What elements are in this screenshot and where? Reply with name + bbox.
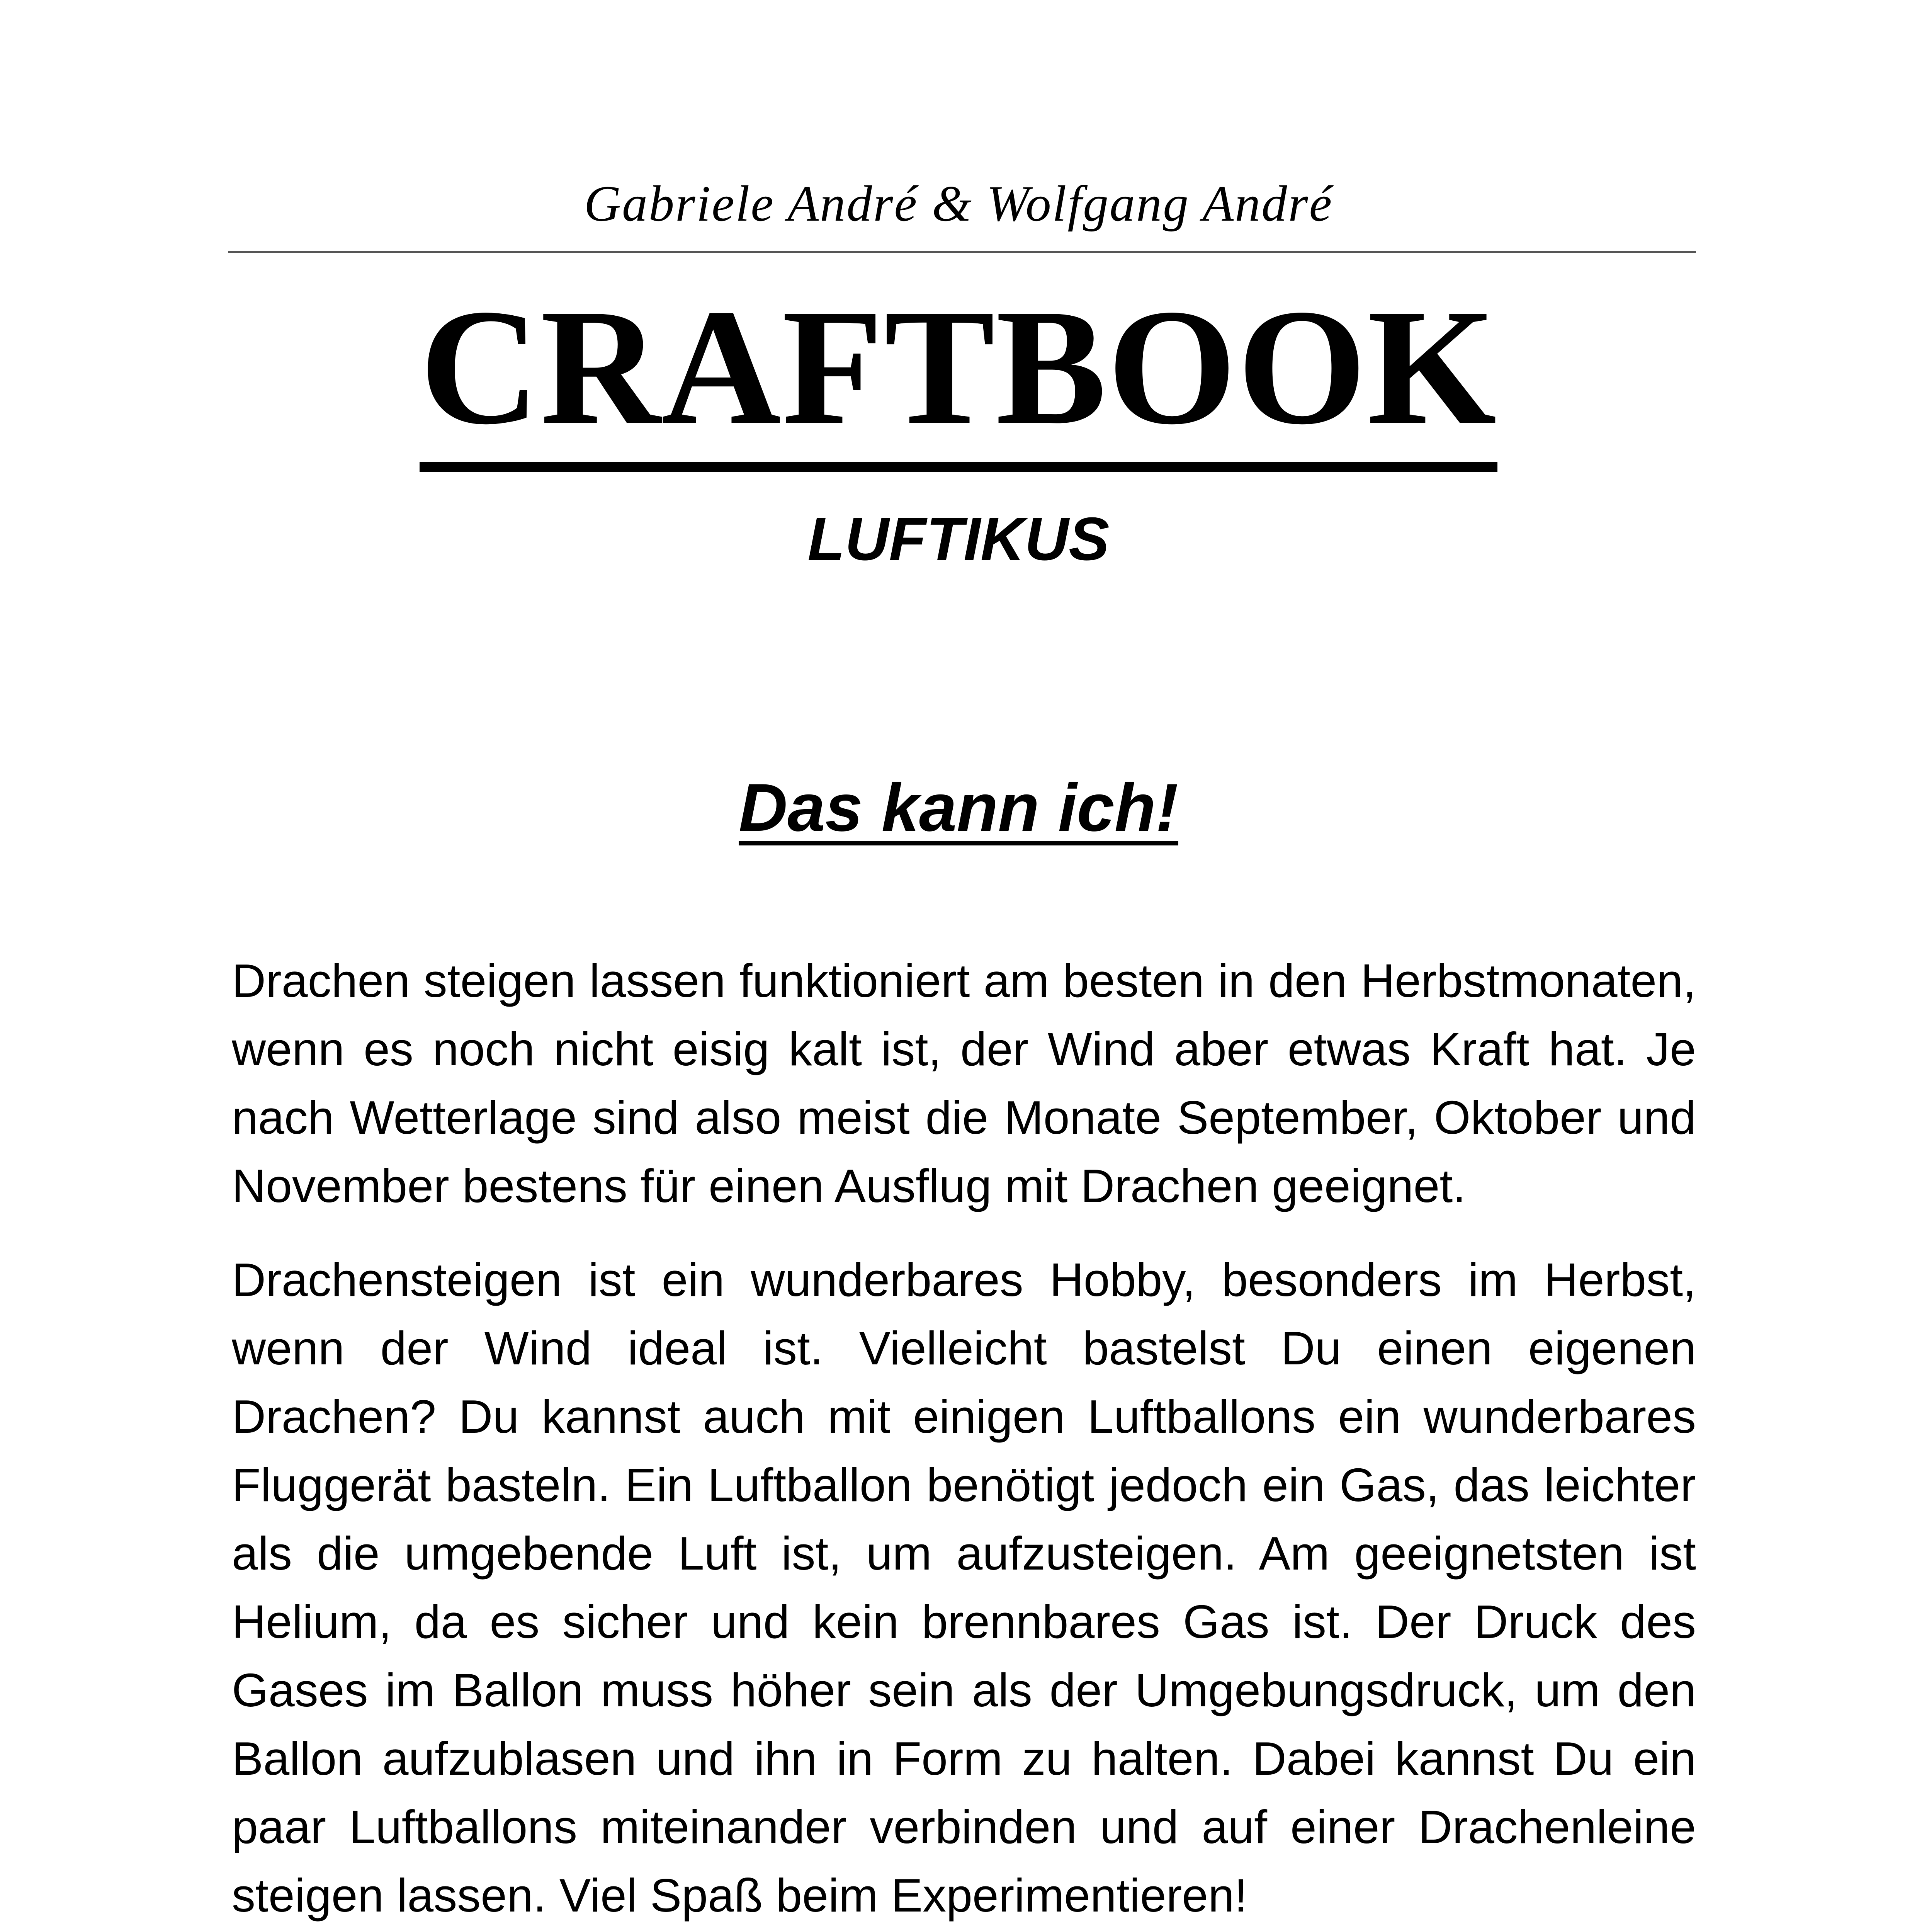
paragraph: Drachensteigen ist ein wunderbares Hobby, besonders im Herbst, wenn der Wind ideal ist. Vielleicht bastelst Du einen eigenen Drachen? Du kannst auch mit einigen Luftballons ein wunderbares Fluggerät basteln. Ein Luftballon benötigt jedoch ein Gas, das leichter als die umgebende Luft ist, um aufzusteigen. Am geeignetsten ist Helium, da es sicher und kein brennbares Gas ist. Der Druck des Gases im Ballon muss höher sein als der Umgebungsdruck, um den Ballon aufzublasen und ihn in Form zu halten. Dabei kannst Du ein paar Luftballons miteinander verbinden und auf einer Drachenleine steigen lassen. Viel Spaß beim Experimentieren! (232, 1253, 1696, 1922)
author-line: Gabriele André & Wolfgang André (584, 175, 1333, 232)
book-subtitle: LUFTIKUS (807, 505, 1110, 573)
section-heading (0, 769, 1917, 847)
book-title (0, 275, 1917, 472)
book-title-text: CRAFTBOOK (420, 284, 1497, 472)
section-heading-text: Das kann ich! (739, 770, 1178, 845)
header-divider (228, 251, 1696, 253)
paragraph: Drachen steigen lassen funktioniert am besten in den Herbstmonaten, wenn es noch nicht eisig kalt ist, der Wind aber etwas Kraft hat. Je nach Wetterlage sind also meist die Monate September, Oktober und November bestens für einen Ausflug mit Drachen geeignet. (232, 954, 1696, 1212)
body-text (232, 947, 1696, 1932)
